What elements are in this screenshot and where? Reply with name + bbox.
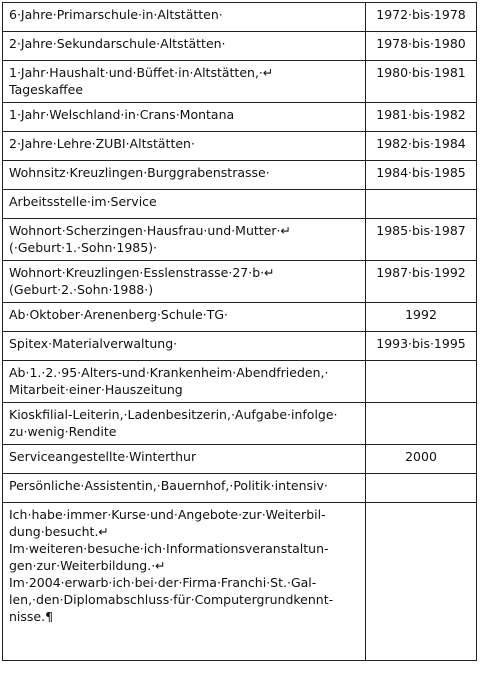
table-row (3, 303, 477, 332)
entry-text-line: 2·Jahre·Lehre·ZUBI·Altstätten· (9, 136, 195, 151)
entry-text-line: 2·Jahre·Sekundarschule·Altstätten· (9, 36, 226, 51)
entry-date-cell: 1981·bis·1982 (366, 103, 477, 132)
entry-date-cell (366, 190, 477, 219)
table-row (3, 219, 477, 261)
entry-text-line: (·Geburt·1.·Sohn·1985)· (9, 240, 158, 255)
entry-text-line: Im·weiteren·besuche·ich·Informationsveranstaltun- (9, 541, 329, 556)
entry-description-cell (3, 103, 366, 132)
entry-description-cell (3, 132, 366, 161)
entry-date-cell: 1980·bis·1981 (366, 61, 477, 103)
table-row (3, 103, 477, 132)
entry-date-cell: 1992 (366, 303, 477, 332)
entry-text-line: 1·Jahr·Haushalt·und·Büffet·in·Altstätten,·↵ (9, 65, 274, 80)
entry-description-cell (3, 32, 366, 61)
entry-description-cell (3, 503, 366, 661)
entry-date-cell: 1984·bis·1985 (366, 161, 477, 190)
entry-description-cell (3, 332, 366, 361)
table-row (3, 32, 477, 61)
entry-description-cell (3, 303, 366, 332)
entry-text-line: zu·wenig·Rendite (9, 424, 117, 439)
entry-text-line: Ab·1.·2.·95·Alters-und·Krankenheim·Abendfrieden,· (9, 365, 329, 380)
entry-description-cell (3, 161, 366, 190)
table-row (3, 445, 477, 474)
table-row (3, 132, 477, 161)
cv-table (2, 2, 477, 661)
entry-text-line: Serviceangestellte·Winterthur (9, 449, 197, 464)
entry-date-cell: 1982·bis·1984 (366, 132, 477, 161)
entry-date-cell (366, 474, 477, 503)
entry-text-line: Ich·habe·immer·Kurse·und·Angebote·zur·Weiterbil- (9, 507, 326, 522)
entry-text-line: Spitex·Materialverwaltung· (9, 336, 178, 351)
entry-text-line: Persönliche·Assistentin,·Bauernhof,·Politik·intensiv· (9, 478, 328, 493)
entry-description-cell (3, 361, 366, 403)
table-row (3, 474, 477, 503)
entry-date-cell: 1985·bis·1987 (366, 219, 477, 261)
entry-description-cell (3, 474, 366, 503)
entry-date-cell (366, 503, 477, 661)
table-row (3, 61, 477, 103)
entry-date-cell: 1972·bis·1978 (366, 3, 477, 32)
table-row (3, 3, 477, 32)
entry-text-line: gen·zur·Weiterbildung.·↵ (9, 558, 166, 573)
entry-text-line: Arbeitsstelle·im·Service (9, 194, 157, 209)
entry-description-cell (3, 61, 366, 103)
entry-text-line: Kioskfilial-Leiterin,·Ladenbesitzerin,·Aufgabe·infolge· (9, 407, 338, 422)
entry-text-line: Tageskaffee (9, 82, 84, 97)
entry-description-cell (3, 219, 366, 261)
entry-text-line: Wohnort·Kreuzlingen·Esslenstrasse·27·b·↵ (9, 265, 275, 280)
entry-text-line: (Geburt·2.·Sohn·1988·) (9, 282, 154, 297)
entry-description-cell (3, 3, 366, 32)
table-row (3, 403, 477, 445)
entry-description-cell (3, 261, 366, 303)
table-row (3, 190, 477, 219)
table-row (3, 161, 477, 190)
entry-description-cell (3, 190, 366, 219)
entry-text-line: Ab·Oktober·Arenenberg·Schule·TG· (9, 307, 229, 322)
entry-text-line: len,·den·Diplomabschluss·für·Computergrundkennt- (9, 592, 334, 607)
entry-text-line: 1·Jahr·Welschland·in·Crans·Montana (9, 107, 235, 122)
entry-description-cell (3, 445, 366, 474)
entry-text-line: Wohnort·Scherzingen·Hausfrau·und·Mutter·↵ (9, 223, 291, 238)
entry-text-line: dung·besucht.↵ (9, 524, 109, 539)
entry-text-line: 6·Jahre·Primarschule·in·Altstätten· (9, 7, 223, 22)
entry-text-line: nisse.¶ (9, 609, 54, 624)
table-row (3, 332, 477, 361)
entry-date-cell: 1993·bis·1995 (366, 332, 477, 361)
entry-text-line: Mitarbeit·einer·Hauszeitung (9, 382, 183, 397)
table-row (3, 361, 477, 403)
cv-table-body (3, 3, 477, 661)
entry-date-cell: 1978·bis·1980 (366, 32, 477, 61)
entry-date-cell: 1987·bis·1992 (366, 261, 477, 303)
entry-date-cell: 2000 (366, 445, 477, 474)
entry-text-line: Im·2004·erwarb·ich·bei·der·Firma·Franchi·St.·Gal- (9, 575, 317, 590)
entry-date-cell (366, 403, 477, 445)
entry-text-line: Wohnsitz·Kreuzlingen·Burggrabenstrasse· (9, 165, 270, 180)
entry-description-cell (3, 403, 366, 445)
table-row (3, 503, 477, 661)
entry-date-cell (366, 361, 477, 403)
table-row (3, 261, 477, 303)
